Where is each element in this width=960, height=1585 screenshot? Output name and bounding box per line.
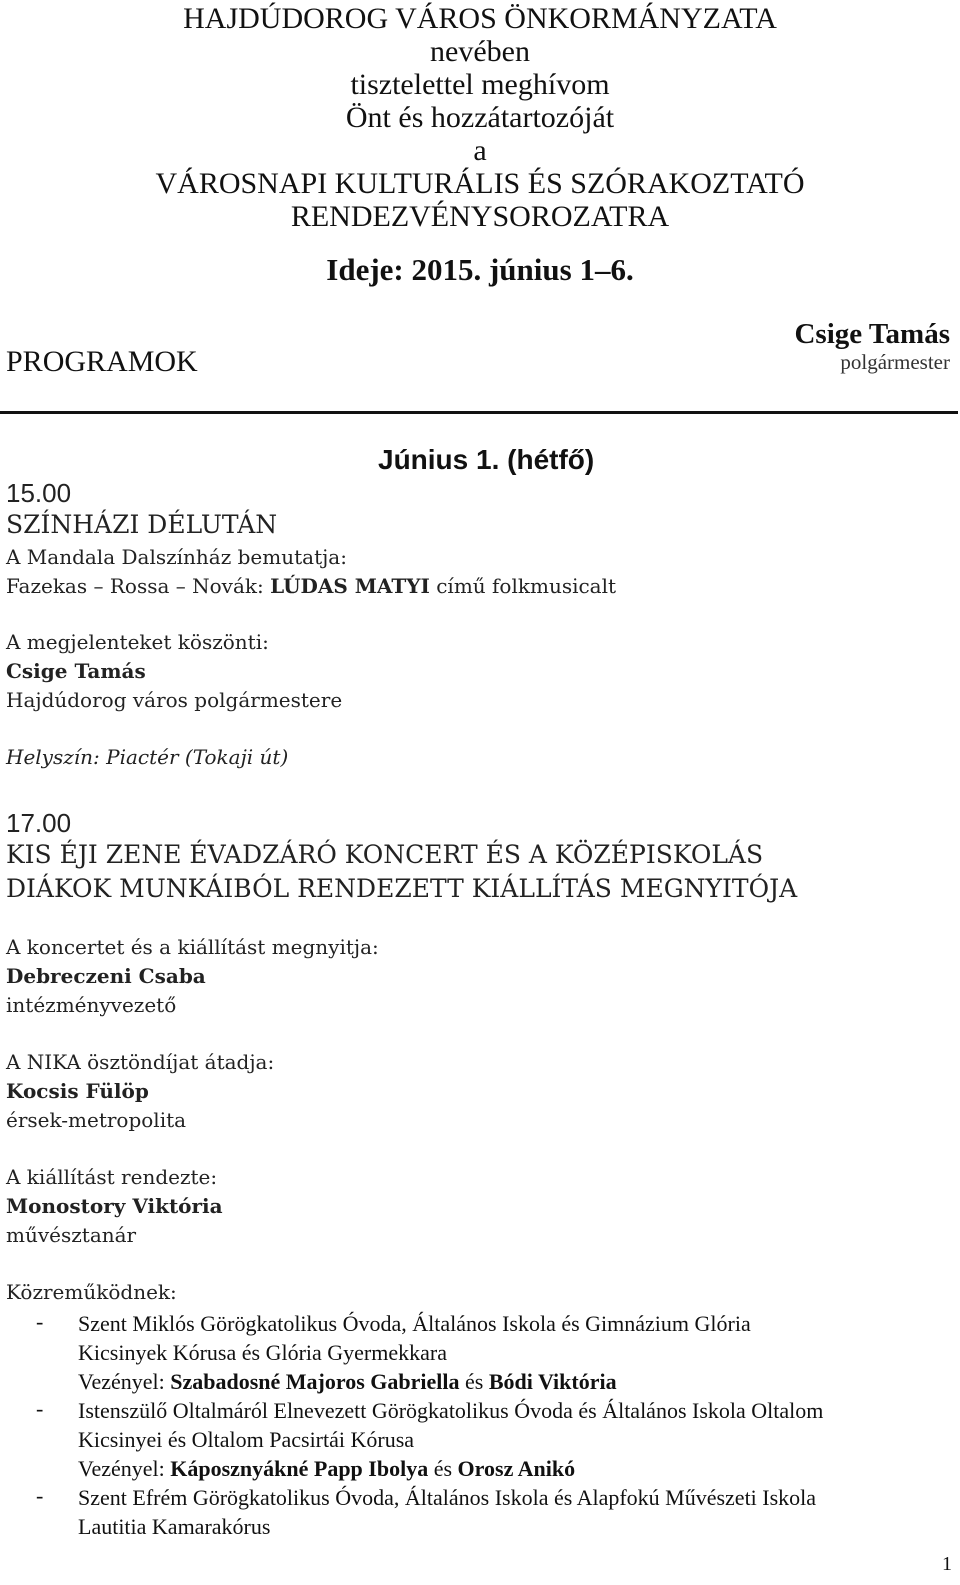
list-item-conductors xyxy=(78,1454,938,1483)
header-line-3: tisztelettel meghívom xyxy=(350,68,610,101)
event2-award-name: Kocsis Fülöp xyxy=(6,1079,149,1103)
event2-title-line1: KIS ÉJI ZENE ÉVADZÁRÓ KONCERT ÉS A KÖZÉPISKOLÁS xyxy=(6,840,764,869)
event2-opener-label: A koncertet és a kiállítást megnyitja: xyxy=(6,935,379,959)
event1-greeting-label: A megjelenteket köszönti: xyxy=(6,630,269,654)
day-heading: Június 1. (hétfő) xyxy=(378,444,595,475)
list-item-line2: Lautitia Kamarakórus xyxy=(78,1514,271,1539)
event1-show-suffix: című folkmusicalt xyxy=(429,574,617,598)
event2-curator-role: művésztanár xyxy=(6,1223,137,1247)
list-item-line1: Szent Efrém Görögkatolikus Óvoda, Általános Iskola és Alapfokú Művészeti Iskola xyxy=(78,1485,817,1510)
list-item-text xyxy=(78,1483,938,1541)
event2-award-role: érsek-metropolita xyxy=(6,1108,187,1132)
event-date: Ideje: 2015. június 1–6. xyxy=(326,252,634,287)
event1-presenter: A Mandala Dalszínház bemutatja: xyxy=(6,545,347,569)
event1-greeter-name: Csige Tamás xyxy=(6,659,146,683)
event1-time: 15.00 xyxy=(6,478,72,508)
mayor-signature xyxy=(794,318,950,374)
conductor-name: Bódi Viktória xyxy=(488,1369,617,1394)
conductor-label: Vezényel: xyxy=(78,1456,171,1481)
mayor-title: polgármester xyxy=(840,350,950,374)
conductor-label: Vezényel: xyxy=(78,1369,171,1394)
event1-title: SZÍNHÁZI DÉLUTÁN xyxy=(6,510,278,539)
header-line-2: nevében xyxy=(430,35,530,68)
conductor-name: Káposznyákné Papp Ibolya xyxy=(170,1456,429,1481)
conductor-name: Szabadosné Majoros Gabriella xyxy=(170,1369,460,1394)
event1-show-title: LÚDAS MATYI xyxy=(270,574,430,598)
event2-curator-name: Monostory Viktória xyxy=(6,1194,223,1218)
header-line-6: VÁROSNAPI KULTURÁLIS ÉS SZÓRAKOZTATÓ xyxy=(155,167,805,200)
header-line-7: RENDEZVÉNYSOROZATRA xyxy=(290,200,670,233)
page-number: 1 xyxy=(942,1553,952,1575)
event1-show-prefix: Fazekas – Rossa – Novák: xyxy=(6,574,271,598)
conductor-name: Orosz Anikó xyxy=(457,1456,576,1481)
list-dash: - xyxy=(36,1309,44,1334)
list-item-text xyxy=(78,1309,938,1396)
header-line-1: HAJDÚDOROG VÁROS ÖNKORMÁNYZATA xyxy=(183,2,777,35)
divider xyxy=(0,411,958,414)
event2-time: 17.00 xyxy=(6,808,72,838)
programs-heading: PROGRAMOK xyxy=(6,345,198,378)
event2-award-label: A NIKA ösztöndíjat átadja: xyxy=(6,1050,275,1074)
event2-opener-role: intézményvezető xyxy=(6,993,177,1017)
list-dash: - xyxy=(36,1396,44,1421)
conjunction: és xyxy=(428,1456,458,1481)
header-line-4: Önt és hozzátartozóját xyxy=(345,101,615,134)
conjunction: és xyxy=(459,1369,489,1394)
event2-opener-name: Debreczeni Csaba xyxy=(6,964,206,988)
event1-greeter-role: Hajdúdorog város polgármestere xyxy=(6,688,343,712)
event1-show xyxy=(6,574,616,598)
list-item-text xyxy=(78,1396,938,1483)
event2-curator-label: A kiállítást rendezte: xyxy=(6,1165,218,1189)
list-item-line2: Kicsinyek Kórusa és Glória Gyermekkara xyxy=(78,1340,447,1365)
list-item-conductors xyxy=(78,1367,938,1396)
header-line-5: a xyxy=(473,134,487,167)
list-dash: - xyxy=(36,1483,44,1508)
list-item-line1: Istenszülő Oltalmáról Elnevezett Görögkatolikus Óvoda és Általános Iskola Oltalom xyxy=(78,1398,824,1423)
mayor-name: Csige Tamás xyxy=(794,318,950,350)
event2-title-line2: DIÁKOK MUNKÁIBÓL RENDEZETT KIÁLLÍTÁS MEGNYITÓJA xyxy=(6,874,798,903)
invitation-header xyxy=(0,2,960,233)
list-item-line1: Szent Miklós Görögkatolikus Óvoda, Általános Iskola és Gimnázium Glória xyxy=(78,1311,751,1336)
list-item-line2: Kicsinyei és Oltalom Pacsirtái Kórusa xyxy=(78,1427,415,1452)
event2-contributors-label: Közreműködnek: xyxy=(6,1280,177,1304)
event1-location: Helyszín: Piactér (Tokaji út) xyxy=(6,745,289,769)
